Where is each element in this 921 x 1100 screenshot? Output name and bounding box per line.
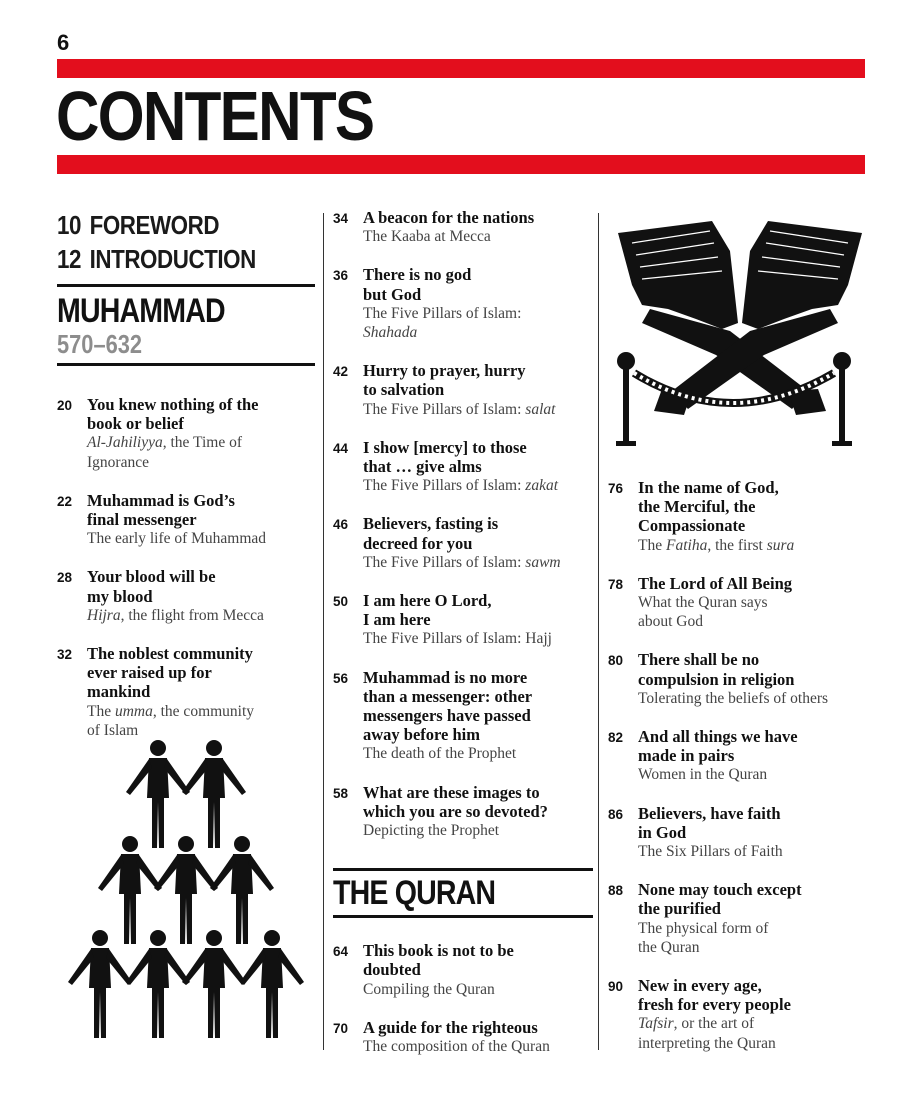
entry-page-number: 82 [608, 730, 624, 746]
toc-entry[interactable] [333, 208, 593, 246]
entry-title: There is no god but God [363, 265, 472, 304]
toc-entry[interactable] [333, 361, 593, 419]
entry-page-number: 20 [57, 398, 73, 413]
entry-subtitle: Tafsir, or the art of interpreting the Quran [638, 1015, 776, 1052]
entry-subtitle: The Five Pillars of Islam: sawm [363, 553, 561, 571]
entry-page-number: 64 [333, 944, 349, 960]
toc-entry[interactable] [608, 804, 870, 862]
entry-page-number: 90 [608, 979, 624, 995]
entry-title: Your blood will be my blood [87, 567, 216, 606]
toc-entry[interactable] [57, 567, 315, 625]
toc-entry[interactable] [333, 941, 593, 999]
entry-title: None may touch except the purified [638, 880, 802, 919]
entry-subtitle: The Five Pillars of Islam: Hajj [363, 630, 552, 648]
entry-title: New in every age, fresh for every people [638, 976, 791, 1015]
entry-subtitle: Compiling the Quran [363, 980, 495, 998]
page-title: CONTENTS [56, 77, 374, 155]
toc-entry[interactable] [333, 668, 593, 764]
column-divider [323, 213, 324, 1050]
front-matter-foreword[interactable]: 10 FOREWORD [57, 210, 220, 240]
column-divider [598, 213, 599, 1050]
entry-title: I am here O Lord, I am here [363, 591, 492, 630]
toc-entry[interactable] [608, 650, 870, 708]
section-title-the-quran: THE QURAN [333, 874, 496, 913]
entry-page-number: 44 [333, 440, 349, 456]
entry-subtitle: Al-Jahiliyya, the Time of Ignorance [87, 434, 242, 471]
contents-column-1 [57, 208, 315, 759]
section-rule [333, 868, 593, 871]
toc-entry[interactable] [608, 880, 870, 957]
entry-title: The Lord of All Being [638, 573, 793, 593]
entry-subtitle: The Kaaba at Mecca [363, 228, 491, 246]
entry-title: The noblest community ever raised up for mankind [87, 644, 253, 702]
section-rule [57, 284, 315, 287]
entry-page-number: 28 [57, 570, 73, 586]
toc-entry[interactable] [333, 1018, 593, 1056]
entry-page-number: 46 [333, 517, 349, 533]
entry-page-number: 80 [608, 653, 624, 669]
entry-subtitle: Women in the Quran [638, 766, 768, 784]
entry-page-number: 88 [608, 883, 624, 899]
contents-column-3 [608, 478, 870, 1072]
entry-subtitle: The Five Pillars of Islam: zakat [363, 477, 559, 495]
entry-title: Believers, have faith in God [638, 803, 781, 842]
entry-title: In the name of God, the Merciful, the Compassionate [638, 478, 779, 536]
entry-title: Hurry to prayer, hurry to salvation [363, 361, 526, 400]
toc-entry[interactable] [333, 265, 593, 342]
toc-entry[interactable] [333, 783, 593, 841]
entry-title: Muhammad is no more than a messenger: other messengers have passed away before him [363, 667, 533, 745]
entry-subtitle: The composition of the Quran [363, 1038, 550, 1056]
entry-subtitle: The early life of Muhammad [87, 530, 267, 548]
quran-on-stand-illustration [612, 213, 868, 453]
toc-entry[interactable] [333, 591, 593, 649]
entry-page-number: 56 [333, 670, 349, 686]
human-pyramid-illustration [68, 740, 304, 1050]
entry-title: A guide for the righteous [363, 1017, 538, 1037]
section-rule [57, 363, 315, 366]
bottom-red-bar [57, 155, 865, 174]
entry-title: There shall be no compulsion in religion [638, 650, 795, 689]
toc-entry[interactable] [333, 514, 593, 572]
entry-page-number: 86 [608, 806, 624, 822]
entry-subtitle: The Fatiha, the first sura [638, 536, 795, 554]
entry-title: And all things we have made in pairs [638, 727, 798, 766]
entry-title: I show [mercy] to those that … give alms [363, 437, 527, 477]
entry-page-number: 50 [333, 594, 349, 610]
entry-subtitle: The physical form of the Quran [638, 919, 769, 956]
entry-page-number: 78 [608, 576, 624, 592]
entry-title: Believers, fasting is decreed for you [363, 514, 499, 553]
section-rule [333, 915, 593, 918]
front-matter-introduction[interactable]: 12 INTRODUCTION [57, 244, 256, 274]
entry-subtitle: Depicting the Prophet [363, 822, 500, 840]
entry-title: This book is not to be doubted [363, 941, 514, 980]
section-title-muhammad: MUHAMMAD [57, 292, 225, 330]
toc-entry[interactable] [608, 976, 870, 1053]
entry-page-number: 58 [333, 785, 349, 801]
section-dates: 570–632 [57, 329, 143, 359]
page-number: 6 [57, 30, 70, 55]
entry-subtitle: The Five Pillars of Islam: salat [363, 400, 556, 418]
toc-entry[interactable] [57, 644, 315, 740]
entry-subtitle: The Six Pillars of Faith [638, 843, 783, 861]
contents-column-2 [333, 208, 593, 1075]
entry-page-number: 32 [57, 647, 73, 663]
entry-page-number: 76 [608, 481, 624, 496]
toc-entry[interactable] [608, 574, 870, 632]
toc-entry[interactable] [608, 727, 870, 785]
entry-page-number: 42 [333, 364, 349, 380]
entry-title: You knew nothing of the book or belief [87, 395, 259, 434]
entry-title: A beacon for the nations [363, 208, 535, 227]
entry-page-number: 36 [333, 268, 349, 284]
toc-entry[interactable] [57, 395, 315, 472]
toc-entry[interactable] [57, 491, 315, 549]
entry-page-number: 70 [333, 1020, 349, 1036]
entry-page-number: 22 [57, 493, 73, 509]
entry-subtitle: The Five Pillars of Islam: Shahada [363, 304, 522, 342]
entry-page-number: 34 [333, 211, 349, 226]
entry-title: Muhammad is God’s final messenger [87, 490, 235, 530]
entry-subtitle: The umma, the community of Islam [87, 702, 255, 739]
entry-subtitle: Tolerating the beliefs of others [638, 689, 829, 707]
toc-entry[interactable] [333, 438, 593, 496]
entry-title: What are these images to which you are so devoted? [363, 782, 548, 821]
entry-subtitle: The death of the Prophet [363, 745, 517, 763]
toc-entry[interactable] [608, 478, 870, 555]
entry-subtitle: Hijra, the flight from Mecca [87, 606, 264, 624]
entry-subtitle: What the Quran says about God [638, 594, 768, 631]
